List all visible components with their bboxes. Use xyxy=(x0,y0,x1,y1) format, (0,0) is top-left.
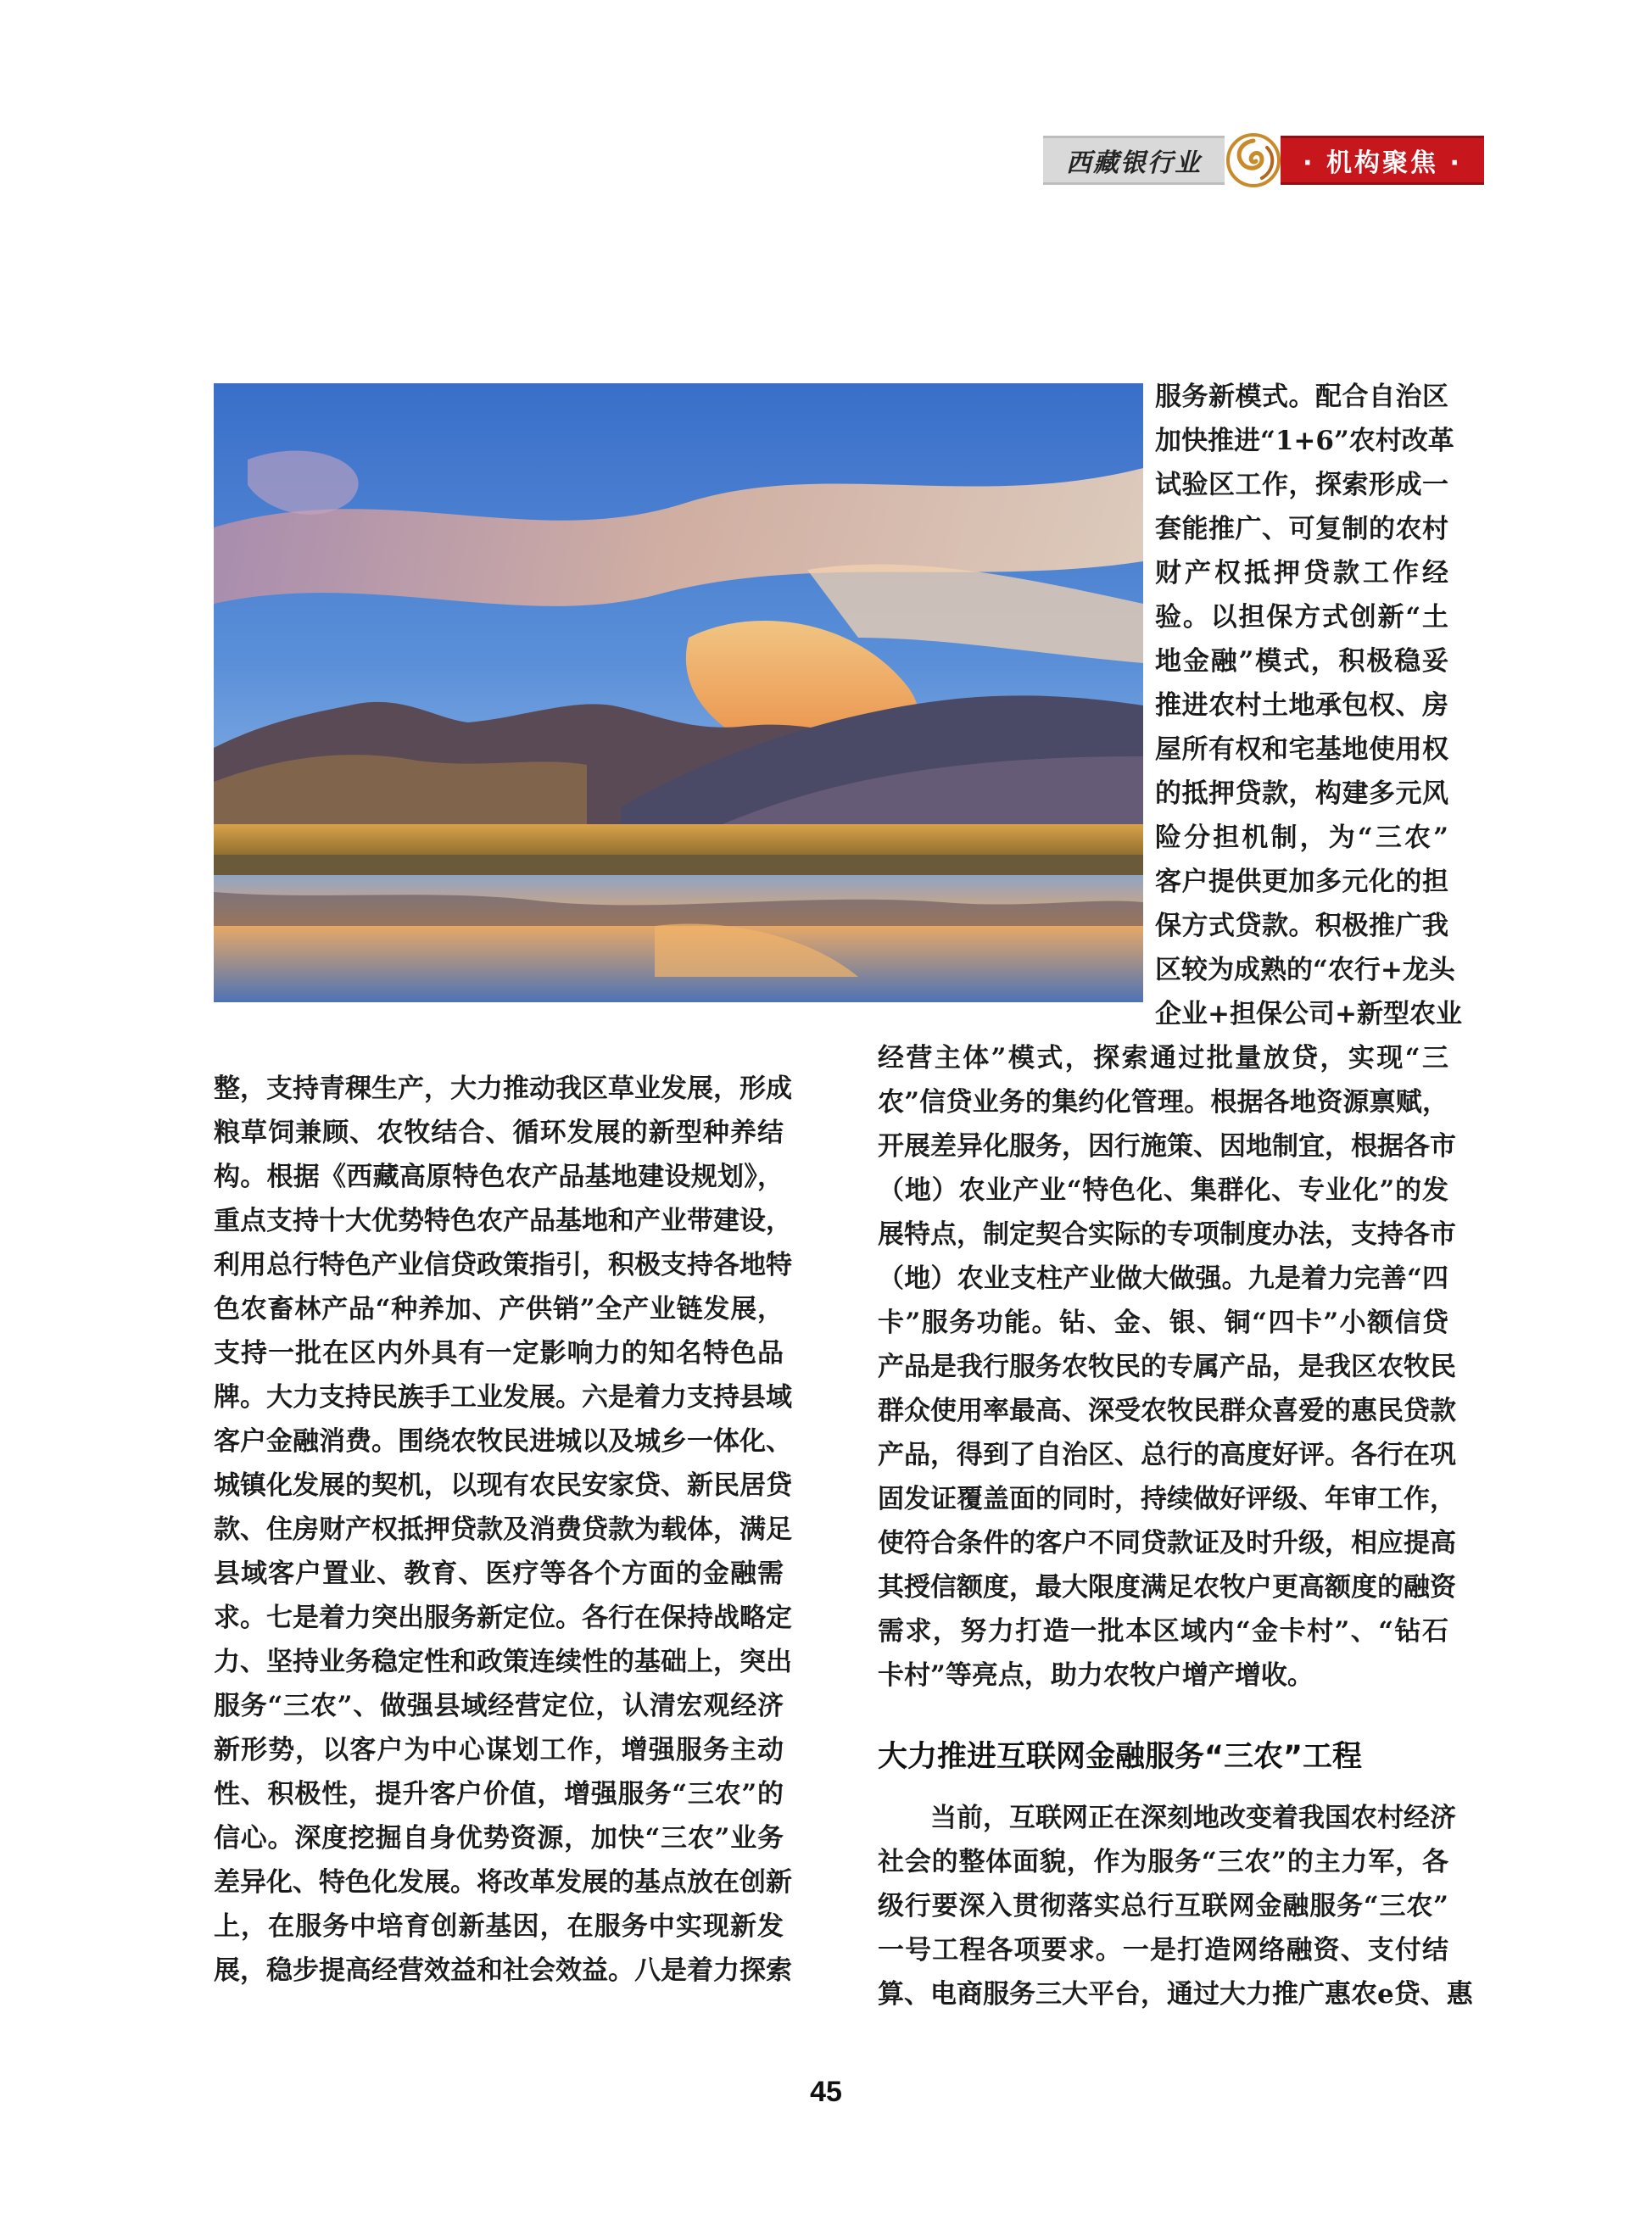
text-line: 屋所有权和宅基地使用权 xyxy=(1155,734,1448,765)
swirl-logo-icon xyxy=(1225,131,1287,190)
text-line: 险分担机制，为“三农” xyxy=(1155,823,1448,853)
text-line: 经营主体”模式，探索通过批量放贷，实现“三 xyxy=(878,1043,1448,1073)
text-line: 固发证覆盖面的同时，持续做好评级、年审工作， xyxy=(878,1484,1456,1514)
text-line: 重点支持十大优势特色农产品基地和产业带建设， xyxy=(214,1206,792,1236)
landscape-photo xyxy=(214,383,1143,1002)
text-line: 客户提供更加多元化的担 xyxy=(1155,867,1448,897)
text-line: 算、电商服务三大平台，通过大力推广惠农e贷、惠 xyxy=(878,1979,1473,2010)
text-line: 求。七是着力突出服务新定位。各行在保持战略定 xyxy=(214,1603,792,1633)
text-line: 牌。大力支持民族手工业发展。六是着力支持县域 xyxy=(214,1382,792,1413)
text-line: 信心。深度挖掘自身优势资源，加快“三农”业务 xyxy=(214,1823,784,1854)
text-line: 色农畜林产品“种养加、产供销”全产业链发展， xyxy=(214,1294,784,1324)
text-line: 的抵押贷款，构建多元风 xyxy=(1155,778,1448,809)
text-line: 一号工程各项要求。一是打造网络融资、支付结 xyxy=(878,1935,1448,1966)
text-line: 支持一批在区内外具有一定影响力的知名特色品 xyxy=(214,1338,784,1369)
text-line: 款、住房财产权抵押贷款及消费贷款为载体，满足 xyxy=(214,1514,792,1545)
text-line: 产品是我行服务农牧民的专属产品，是我区农牧民 xyxy=(878,1352,1456,1382)
text-line: 性、积极性，提升客户价值，增强服务“三农”的 xyxy=(214,1779,784,1810)
text-line: 服务新模式。配合自治区 xyxy=(1155,382,1448,412)
text-line: 其授信额度，最大限度满足农牧户更高额度的融资 xyxy=(878,1572,1456,1603)
text-line: 地金融”模式，积极稳妥 xyxy=(1155,646,1448,677)
text-line: 展，稳步提高经营效益和社会效益。八是着力探索 xyxy=(214,1955,792,1986)
section-label: · 机构聚焦 · xyxy=(1281,136,1484,185)
text-line: 推进农村土地承包权、房 xyxy=(1155,690,1448,721)
publication-name: 西藏银行业 xyxy=(1043,136,1225,185)
text-line: 验。以担保方式创新“土 xyxy=(1155,602,1448,633)
text-line: 利用总行特色产业信贷政策指引，积极支持各地特 xyxy=(214,1250,792,1280)
text-line: 群众使用率最高、深受农牧民群众喜爱的惠民贷款 xyxy=(878,1396,1456,1426)
text-line: 试验区工作，探索形成一 xyxy=(1155,470,1448,500)
text-line: 差异化、特色化发展。将改革发展的基点放在创新 xyxy=(214,1867,792,1898)
text-line: 财产权抵押贷款工作经 xyxy=(1155,558,1448,588)
text-line: 卡”服务功能。钻、金、银、铜“四卡”小额信贷 xyxy=(878,1308,1448,1338)
section-heading: 大力推进互联网金融服务“三农”工程 xyxy=(878,1740,1363,1774)
page-number: 45 xyxy=(810,2076,842,2108)
text-line: 客户金融消费。围绕农牧民进城以及城乡一体化、 xyxy=(214,1426,792,1457)
text-line: 整，支持青稞生产，大力推动我区草业发展，形成 xyxy=(214,1073,792,1104)
text-line: 级行要深入贯彻落实总行互联网金融服务“三农” xyxy=(878,1891,1448,1921)
text-line: 加快推进“1+6”农村改革 xyxy=(1155,426,1454,456)
text-line: 需求，努力打造一批本区域内“金卡村”、“钻石 xyxy=(878,1616,1448,1647)
text-line: 企业+担保公司+新型农业 xyxy=(1155,999,1462,1029)
text-line: 服务“三农”、做强县域经营定位，认清宏观经济 xyxy=(214,1691,784,1721)
text-line: 新形势，以客户为中心谋划工作，增强服务主动 xyxy=(214,1735,784,1765)
text-line: 社会的整体面貌，作为服务“三农”的主力军，各 xyxy=(878,1847,1448,1877)
text-line: 产品，得到了自治区、总行的高度好评。各行在巩 xyxy=(878,1440,1456,1470)
text-line: （地）农业产业“特色化、集群化、专业化”的发 xyxy=(878,1175,1448,1206)
text-line: 区较为成熟的“农行+龙头 xyxy=(1155,955,1455,985)
text-line: 卡村”等亮点，助力农牧户增产增收。 xyxy=(878,1660,1314,1691)
text-line: 当前，互联网正在深刻地改变着我国农村经济 xyxy=(930,1803,1456,1833)
text-line: 农”信贷业务的集约化管理。根据各地资源禀赋， xyxy=(878,1087,1448,1118)
text-line: 保方式贷款。积极推广我 xyxy=(1155,911,1448,941)
text-line: 城镇化发展的契机，以现有农民安家贷、新民居贷 xyxy=(214,1470,792,1501)
text-line: 套能推广、可复制的农村 xyxy=(1155,514,1448,544)
text-line: 展特点，制定契合实际的专项制度办法，支持各市 xyxy=(878,1219,1456,1250)
text-line: 开展差异化服务，因行施策、因地制宜，根据各市 xyxy=(878,1131,1456,1162)
text-line: 县域客户置业、教育、医疗等各个方面的金融需 xyxy=(214,1559,784,1589)
text-line: 构。根据《西藏高原特色农产品基地建设规划》， xyxy=(214,1162,784,1192)
header-banner xyxy=(1043,136,1484,185)
text-line: 粮草饲兼顾、农牧结合、循环发展的新型种养结 xyxy=(214,1118,784,1148)
text-line: 上，在服务中培育创新基因，在服务中实现新发 xyxy=(214,1911,784,1942)
text-line: （地）农业支柱产业做大做强。九是着力完善“四 xyxy=(878,1263,1448,1294)
text-line: 力、坚持业务稳定性和政策连续性的基础上，突出 xyxy=(214,1647,792,1677)
text-line: 使符合条件的客户不同贷款证及时升级，相应提高 xyxy=(878,1528,1456,1559)
